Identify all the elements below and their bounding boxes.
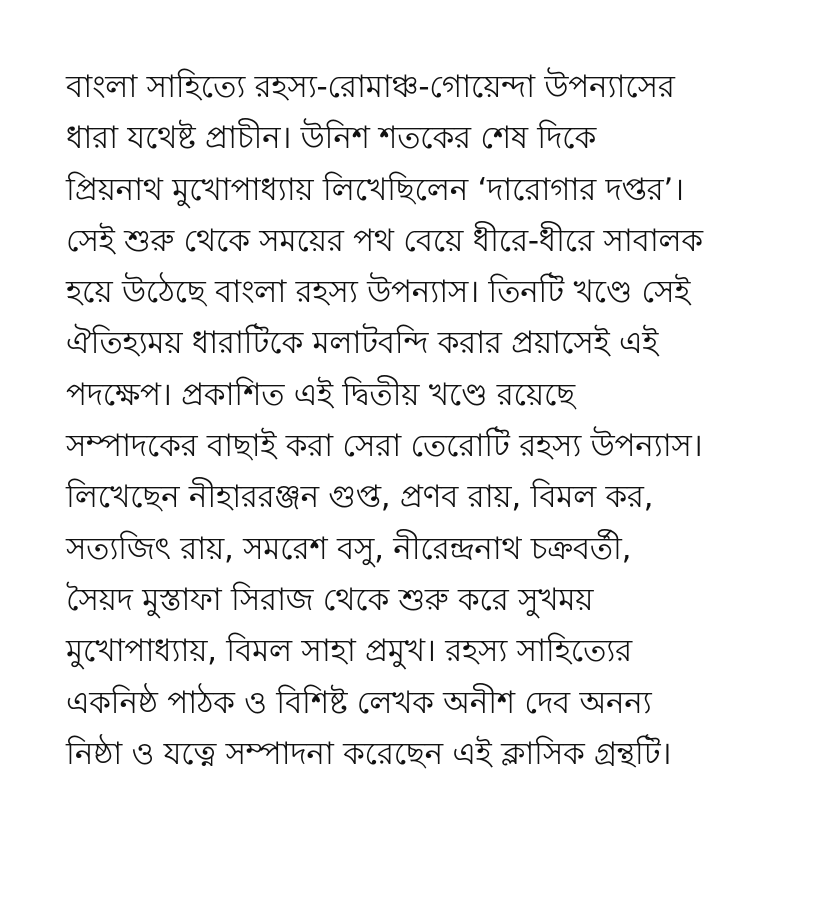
- blurb-line-9: লিখেছেন নীহাররঞ্জন গুপ্ত, প্রণব রায়, বিমল কর,: [66, 479, 654, 516]
- blurb-line-12: মুখোপাধ্যায়, বিমল সাহা প্রমুখ। রহস্য সাহিত্যের: [66, 633, 632, 670]
- blurb-line-8: সম্পাদকের বাছাই করা সেরা তেরোটি রহস্য উপন্যাস।: [66, 428, 703, 465]
- blurb-line-13: একনিষ্ঠ পাঠক ও বিশিষ্ট লেখক অনীশ দেব অনন্য: [66, 684, 652, 721]
- blurb-text-block: [66, 62, 786, 780]
- blurb-line-10: সত্যজিৎ রায়, সমরেশ বসু, নীরেন্দ্রনাথ চক্রবর্তী,: [66, 530, 632, 567]
- blurb-line-2: ধারা যথেষ্ট প্রাচীন। উনিশ শতকের শেষ দিকে: [66, 120, 596, 157]
- blurb-line-14: নিষ্ঠা ও যত্নে সম্পাদনা করেছেন এই ক্লাসিক গ্রন্থটি।: [66, 735, 672, 772]
- blurb-line-4: সেই শুরু থেকে সময়ের পথ বেয়ে ধীরে-ধীরে সাবালক: [66, 222, 703, 259]
- blurb-line-6: ঐতিহ্যময় ধারাটিকে মলাটবন্দি করার প্রয়াসেই এই: [66, 325, 659, 362]
- blurb-line-1: বাংলা সাহিত্যে রহস্য-রোমাঞ্চ-গোয়েন্দা উপন্যাসের: [66, 69, 675, 105]
- blurb-line-5: হয়ে উঠেছে বাংলা রহস্য উপন্যাস। তিনটি খণ্ডে সেই: [66, 274, 691, 311]
- blurb-line-11: সৈয়দ মুস্তাফা সিরাজ থেকে শুরু করে সুখময়: [66, 581, 594, 618]
- blurb-line-7: পদক্ষেপ। প্রকাশিত এই দ্বিতীয় খণ্ডে রয়েছে: [66, 376, 575, 413]
- blurb-line-3: প্রিয়নাথ মুখোপাধ্যায় লিখেছিলেন ‘দারোগার দপ্তর’।: [66, 171, 684, 208]
